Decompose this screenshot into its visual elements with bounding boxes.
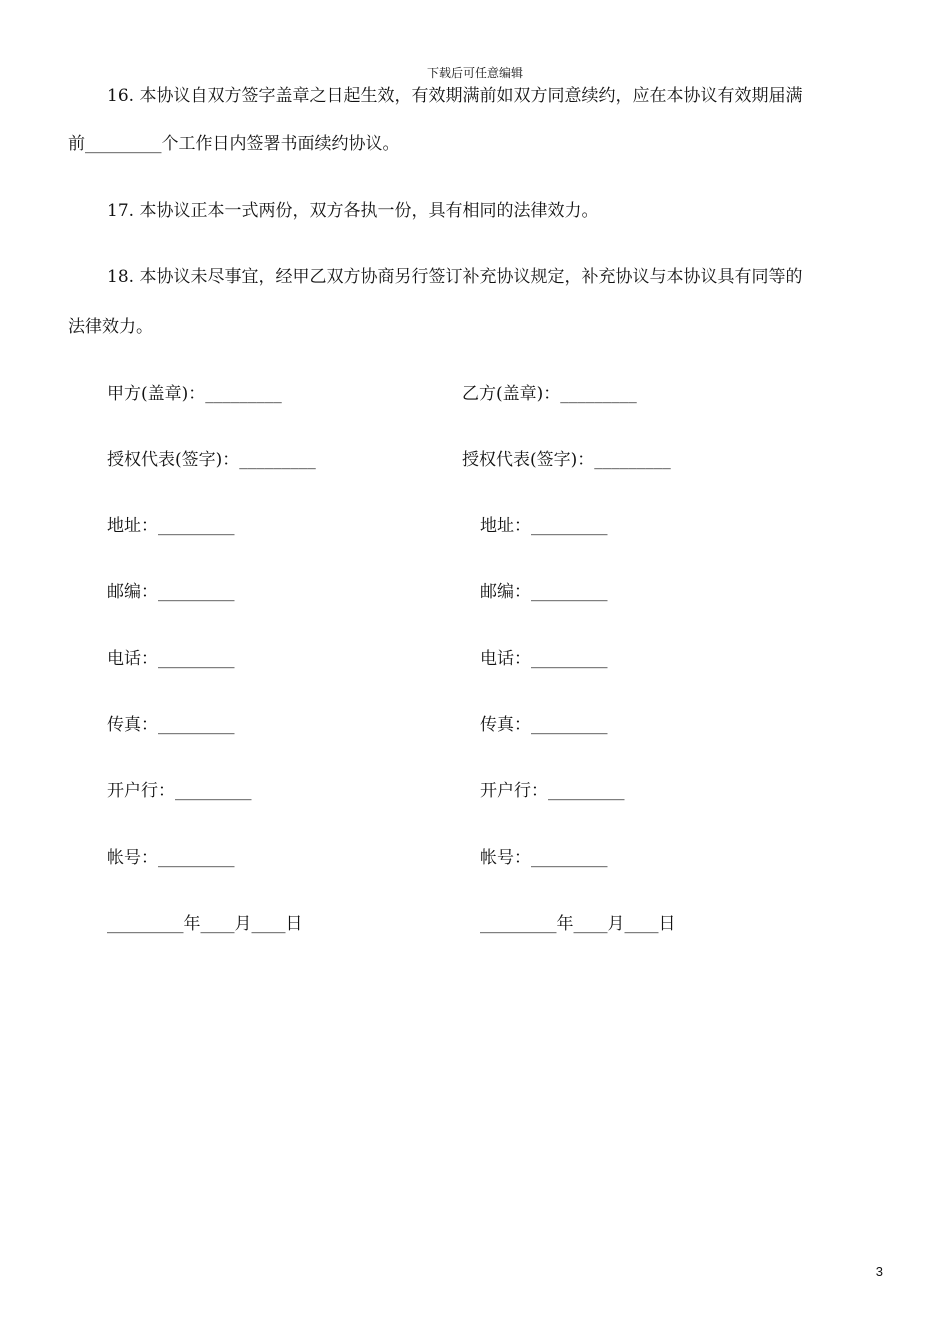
party-a-address: 地址：_________ <box>107 516 235 536</box>
clause-18-line-1: 18. 本协议未尽事宜，经甲乙双方协商另行签订补充协议规定，补充协议与本协议具有同等的 <box>107 267 803 287</box>
page-number: 3 <box>875 1264 883 1279</box>
party-b-address: 地址：_________ <box>480 516 608 536</box>
party-a-seal: 甲方(盖章)：_________ <box>107 384 282 404</box>
clause-18-line-2: 法律效力。 <box>68 317 153 337</box>
party-b-seal: 乙方(盖章)：_________ <box>462 384 637 404</box>
party-a-phone: 电话：_________ <box>107 649 235 669</box>
party-b-phone: 电话：_________ <box>480 649 608 669</box>
party-a-date: _________年____月____日 <box>107 914 303 934</box>
clause-16-line-1: 16. 本协议自双方签字盖章之日起生效，有效期满前如双方同意续约，应在本协议有效期届满 <box>107 86 803 106</box>
party-b-bank: 开户行：_________ <box>480 781 625 801</box>
party-b-account: 帐号：_________ <box>480 848 608 868</box>
party-a-account: 帐号：_________ <box>107 848 235 868</box>
party-b-date: _________年____月____日 <box>480 914 676 934</box>
party-a-bank: 开户行：_________ <box>107 781 252 801</box>
party-a-representative: 授权代表(签字)：_________ <box>107 450 316 470</box>
party-b-postcode: 邮编：_________ <box>480 582 608 602</box>
clause-16-line-2: 前_________个工作日内签署书面续约协议。 <box>68 134 400 154</box>
clause-17: 17. 本协议正本一式两份，双方各执一份，具有相同的法律效力。 <box>107 201 599 221</box>
page-header: 下载后可任意编辑 <box>426 66 523 80</box>
party-b-representative: 授权代表(签字)：_________ <box>462 450 671 470</box>
party-a-fax: 传真：_________ <box>107 715 235 735</box>
party-a-postcode: 邮编：_________ <box>107 582 235 602</box>
party-b-fax: 传真：_________ <box>480 715 608 735</box>
